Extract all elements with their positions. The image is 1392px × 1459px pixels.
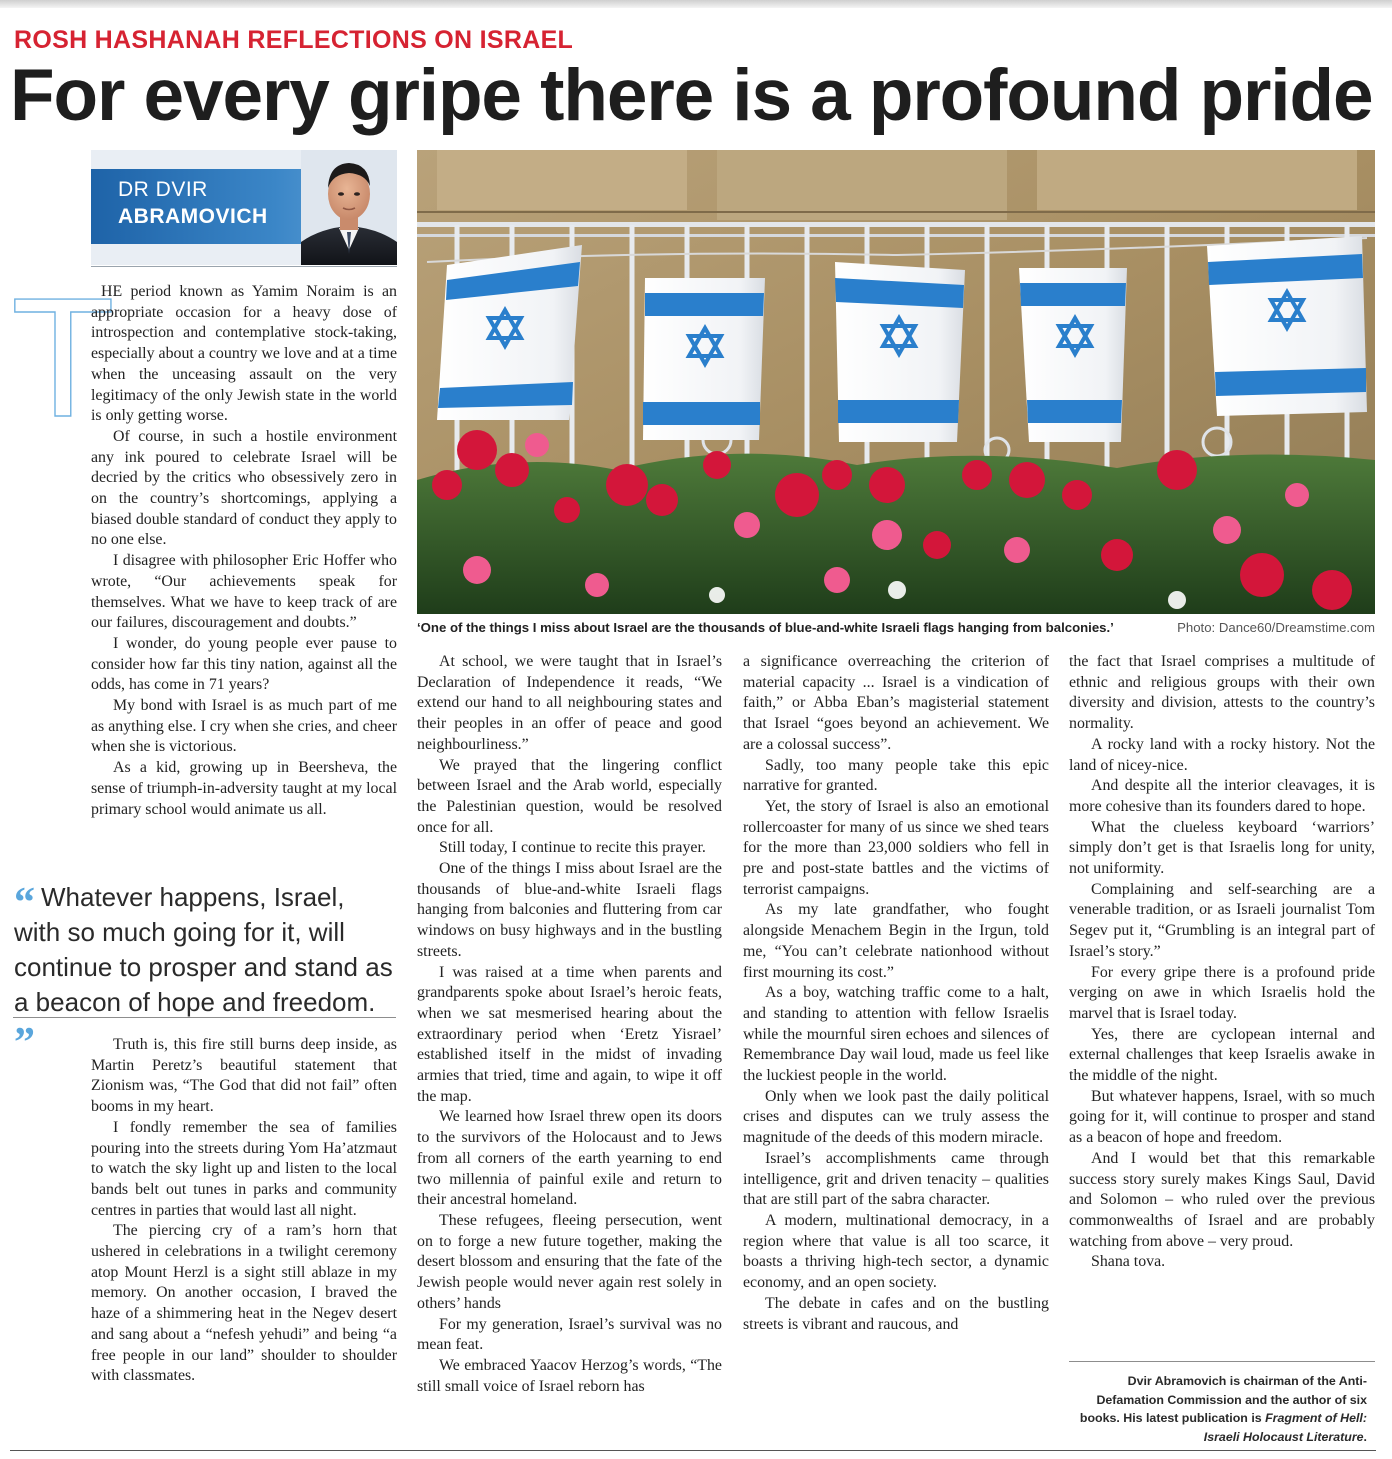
article-paragraph: Only when we look past the daily political crises and disputes can we truly assess the magnitude of the deeds of this modern miracle. [743, 1087, 1049, 1147]
article-paragraph: We embraced Yaacov Herzog’s words, “The still small voice of Israel reborn has [417, 1356, 722, 1395]
article-paragraph: A modern, multinational democracy, in a region where that value is all too scarce, it boasts a thriving high-tech sector, a dynamic economy, and an open society. [743, 1211, 1049, 1292]
article-paragraph: One of the things I miss about Israel are the thousands of blue-and-white Israeli flags hanging from balconies and fluttering from car windows on busy highways and in the bustling streets. [417, 860, 722, 960]
article-column-3 [743, 652, 1049, 1335]
byline-box [91, 150, 397, 265]
article-column-4 [1069, 652, 1375, 1273]
close-quote-mark: ” [14, 1020, 35, 1066]
article-column-2 [417, 652, 722, 1397]
article-paragraph: My bond with Israel is as much part of me as anything else. I cry when she cries, and cheer when she is victorious. [91, 697, 397, 756]
article-paragraph: Complaining and self-searching are a venerable tradition, or as Israeli journalist Tom Segev put it, “Grumbling is an integral part of Israel’s story.” [1069, 880, 1375, 960]
pull-quote-divider [13, 1017, 396, 1018]
section-kicker: ROSH HASHANAH REFLECTIONS ON ISRAEL [14, 26, 574, 54]
page-bottom-rule [10, 1450, 1376, 1451]
author-bio [1069, 1372, 1367, 1446]
article-paragraph: A rocky land with a rocky history. Not the land of nicey-nice. [1069, 735, 1375, 774]
article-column-1-bottom [91, 1035, 397, 1387]
photo-caption [417, 620, 1375, 635]
article-paragraph-text: HE period known as Yamim Noraim is an appropriate occasion for a heavy dose of introspection and contemplative stock-taking, especially about a country we love and at a time when the unceasing assault on the very legitimacy of the only Jewish state in the world is only getting worse. [91, 283, 397, 425]
article-paragraph: Shana tova. [1091, 1253, 1166, 1271]
article-paragraph [91, 282, 397, 427]
article-paragraph: Of course, in such a hostile environment any ink poured to celebrate Israel will be decried by the critics who obsessively zero in on the country’s shortcomings, applying a biased double standard of conduct they apply to no one else. [91, 427, 397, 549]
israeli-flag-5 [1207, 236, 1367, 416]
byline-last-name: ABRAMOVICH [118, 205, 268, 228]
israeli-flag-1 [437, 245, 582, 420]
israeli-flag-3 [835, 262, 965, 442]
article-paragraph: These refugees, fleeing persecution, went on to forge a new future together, making the desert blossom and ensuring that the fate of the Jewish people would never again rest solely in others’ hands [417, 1211, 722, 1312]
article-paragraph: For every gripe there is a profound pride verging on awe in which Israelis hold the marvel that is Israel today. [1069, 963, 1375, 1022]
article-paragraph: We learned how Israel threw open its doors to the survivors of the Holocaust and to Jews from all corners of the earth yearning to end two millennia of painful exile and return to their ancestral homeland. [417, 1108, 722, 1209]
flags-photo-illustration [417, 150, 1375, 614]
article-paragraph: I fondly remember the sea of families pouring into the streets during Yom Ha’atzmaut to watch the sky light up and listen to the local bands belt out tunes in parks and community centres in parties that would last all night. [91, 1118, 397, 1219]
article-paragraph: And I would bet that this remarkable success story surely makes Kings Saul, David and Solomon – who ruled over the previous commonwealths of Israel and are probably watching from above – very proud. [1069, 1149, 1375, 1250]
photo-credit: Photo: Dance60/Dreamstime.com [1177, 620, 1375, 635]
open-quote-mark: “ [14, 880, 35, 926]
author-bio-text: Dvir Abramovich is chairman of the Anti-Defamation Commission and the author of six books. His latest publication is [1079, 1374, 1367, 1425]
article-paragraph: What the clueless keyboard ‘warriors’ simply don’t get is that Israelis long for unity, not uniformity. [1069, 818, 1375, 878]
israeli-flag-4 [1019, 268, 1127, 442]
article-paragraph: a significance overreaching the criterion of material capacity ... Israel is a vindication of faith,” or Abba Eban’s magisterial statement that Israel “goes beyond an achievement. We are a colossal success”. [743, 653, 1049, 753]
article-paragraph: And despite all the interior cleavages, it is more cohesive than its founders dared to hope. [1069, 777, 1375, 815]
article-paragraph: For my generation, Israel’s survival was no mean feat. [417, 1315, 722, 1354]
svg-text:T: T [11, 263, 115, 453]
article-paragraph: But whatever happens, Israel, with so much going for it, will continue to prosper and stand as a beacon of hope and freedom. [1069, 1087, 1375, 1147]
caption-text: ‘One of the things I miss about Israel are the thousands of blue-and-white Israeli flags hanging from balconies.’ [417, 620, 1114, 635]
article-paragraph: Yes, there are cyclopean internal and external challenges that keep Israelis awake in the middle of the night. [1069, 1025, 1375, 1085]
article-column-1-top [91, 282, 397, 820]
article-paragraph: The piercing cry of a ram’s horn that ushered in celebrations in a twilight ceremony atop Mount Herzl is a sight still ablaze in my memory. On another occasion, I braved the haze of a shimmering heat in the Negev desert and sang about a “nefesh yehudi” and being “a free people in our land” shoulder to shoulder with classmates. [91, 1222, 397, 1385]
byline-divider [91, 266, 397, 267]
article-paragraph: At school, we were taught that in Israel’s Declaration of Independence it reads, “We extend our hand to all neighbouring states and their peoples in an offer of peace and good neighbourliness.” [417, 653, 722, 753]
article-paragraph: As a kid, growing up in Beersheva, the sense of triumph-in-adversity taught at my local primary school would animate us all. [91, 759, 397, 818]
author-book-title: Fragment of Hell: Israeli Holocaust Literature [1203, 1411, 1367, 1444]
pull-quote-text: Whatever happens, Israel, with so much going for it, will continue to prosper and stand as a beacon of hope and freedom. [14, 882, 393, 1017]
flags-photo [417, 150, 1375, 614]
article-paragraph: As my late grandfather, who fought alongside Menachem Begin in the Irgun, told me, “You can’t celebrate nationhood without first mourning its cost.” [743, 901, 1049, 981]
top-gradient-bar [0, 0, 1392, 8]
byline-first-name: DR DVIR [118, 178, 208, 201]
article-paragraph: Truth is, this fire still burns deep inside, as Martin Peretz’s beautiful statement that Zionism was, “The God that did not fail” often booms in my heart. [91, 1036, 397, 1116]
article-paragraph: I wonder, do young people ever pause to consider how far this tiny nation, against all the odds, has come in 71 years? [91, 634, 397, 694]
article-paragraph: I was raised at a time when parents and grandparents spoke about Israel’s heroic feats, when we sat mesmerised hearing about the extraordinary period when ‘Eretz Yisrael’ established itself in the midst of invading armies that tried, time and again, to wipe it off the map. [417, 963, 722, 1105]
article-paragraph: As a boy, watching traffic come to a halt, and standing to attention with fellow Israelis while the mournful siren echoes and silences of Remembrance Day wail loud, made us feel like the luckiest people in the world. [743, 984, 1049, 1085]
article-paragraph: Yet, the story of Israel is also an emotional rollercoaster for many of us since we shed tears for the more than 23,000 soldiers who fell in pre and post-state battles and the victims of terrorist campaigns. [743, 797, 1049, 898]
article-paragraph: the fact that Israel comprises a multitude of ethnic and religious groups with their own diversity and division, attests to the country’s normality. [1069, 653, 1375, 733]
article-paragraph: I disagree with philosopher Eric Hoffer who wrote, “Our achievements speak for themselves. What we have to keep track of are our failures, discouragement and doubts.” [91, 552, 397, 632]
headline: For every gripe there is a profound pride [10, 55, 1373, 136]
israeli-flag-2 [643, 278, 765, 440]
author-bio-divider [1069, 1361, 1375, 1362]
pull-quote [14, 880, 394, 1066]
author-bio-end: . [1363, 1429, 1367, 1444]
article-paragraph: We prayed that the lingering conflict between Israel and the Arab world, especially the Palestinian question, would be resolved once for all. [417, 756, 722, 836]
article-paragraph: Israel’s accomplishments came through intelligence, grit and driven tenacity – qualities that are still part of the sabra character. [743, 1149, 1049, 1209]
article-paragraph: Still today, I continue to recite this prayer. [439, 839, 706, 857]
author-portrait [301, 150, 397, 265]
dropcap-letter [10, 263, 115, 453]
article-paragraph: Sadly, too many people take this epic narrative for granted. [743, 756, 1049, 795]
article-paragraph: The debate in cafes and on the bustling streets is vibrant and raucous, and [743, 1294, 1049, 1333]
